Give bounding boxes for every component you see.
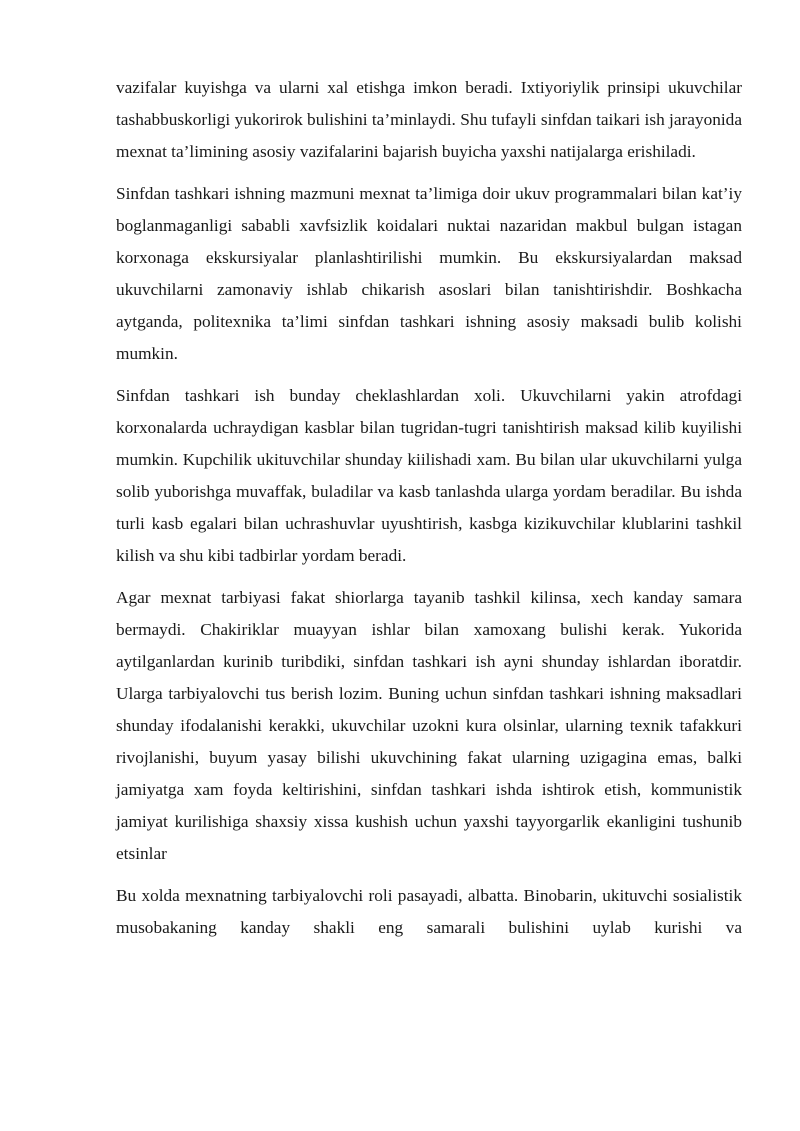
paragraph-4: Agar mexnat tarbiyasi fakat shiorlarga tayanib tashkil kilinsa, xech kanday samara bermaydi. Chakiriklar muayyan ishlar bilan xamoxang bulishi kerak. Yukorida aytilganlardan kurinib turibdiki, sinfdan tashkari ish ayni shunday ishlardan iboratdir. Ularga tarbiyalovchi tus berish lozim. Buning uchun sinfdan tashkari ishning maksadlari shunday ifodalanishi kerakki, ukuvchilar uzokni kura olsinlar, ularning texnik tafakkuri rivojlanishi, buyum yasay bilishi ukuvchining fakat ularning uzigagina emas, balki jamiyatga xam foyda keltirishini, sinfdan tashkari ishda ishtirok etish, kommunistik jamiyat kurilishiga shaxsiy xissa kushish uchun yaxshi tayyorgarlik ekanligini tushunib etsinlar: [116, 588, 742, 863]
paragraph-5: Bu xolda mexnatning tarbiyalovchi roli pasayadi, albatta. Binobarin, ukituvchi sosialistik musobakaning kanday shakli eng samarali bulishini uylab kurishi va: [116, 886, 742, 937]
document-body: [116, 72, 742, 954]
paragraph-1: vazifalar kuyishga va ularni xal etishga imkon beradi. Ixtiyoriylik prinsipi ukuvchilar tashabbuskorligi yukorirok bulishini ta’minlaydi. Shu tufayli sinfdan taikari ish jarayonida mexnat ta’limining asosiy vazifalarini bajarish buyicha yaxshi natijalarga erishiladi.: [116, 78, 742, 161]
paragraph-3: Sinfdan tashkari ish bunday cheklashlardan xoli. Ukuvchilarni yakin atrofdagi korxonalarda uchraydigan kasblar bilan tugridan-tugri tanishtirish maksad kilib kuyilishi mumkin. Kupchilik ukituvchilar shunday kiilishadi xam. Bu bilan ular ukuvchilarni yulga solib yuborishga muvaffak, buladilar va kasb tanlashda ularga yordam beradilar. Bu ishda turli kasb egalari bilan uchrashuvlar uyushtirish, kasbga kizikuvchilar klublarini tashkil kilish va shu kibi tadbirlar yordam beradi.: [116, 386, 742, 565]
paragraph-2: Sinfdan tashkari ishning mazmuni mexnat ta’limiga doir ukuv programmalari bilan kat’iy boglanmaganligi sababli xavfsizlik koidalari nuktai nazaridan makbul bulgan istagan korxonaga ekskursiyalar planlashtirilishi mumkin. Bu ekskursiyalardan maksad ukuvchilarni zamonaviy ishlab chikarish asoslari bilan tanishtirishdir. Boshkacha aytganda, politexnika ta’limi sinfdan tashkari ishning asosiy maksadi bulib kolishi mumkin.: [116, 184, 742, 363]
